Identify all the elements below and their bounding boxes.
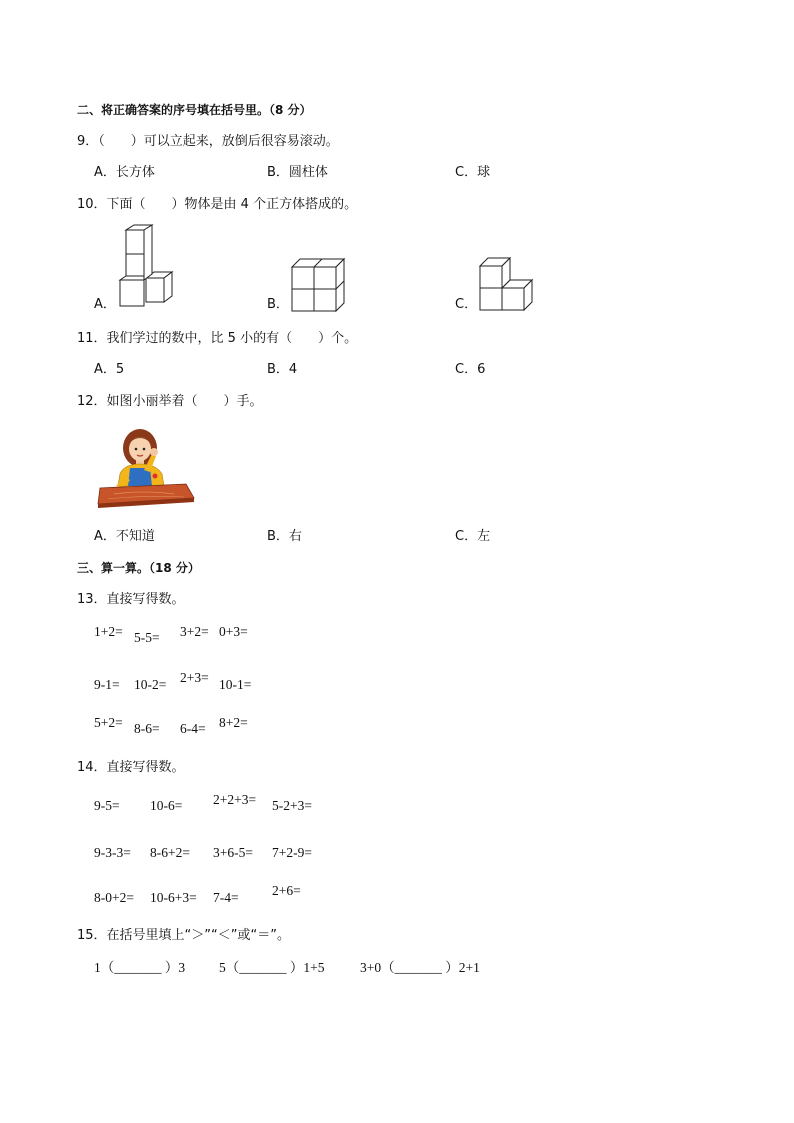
question-11-option-c[interactable]: C．6 xyxy=(455,362,486,377)
arithmetic-item[interactable]: 8+2= xyxy=(219,715,248,730)
question-13-stem: 13．直接写得数。 xyxy=(77,592,185,607)
cube-figure-c xyxy=(476,254,536,312)
arithmetic-item[interactable]: 10-1= xyxy=(219,677,252,692)
question-10-option-a[interactable]: A． xyxy=(94,297,116,312)
question-10-option-c[interactable]: C． xyxy=(455,297,478,312)
arithmetic-item[interactable]: 1+2= xyxy=(94,624,123,639)
question-12-stem: 12．如图小丽举着（ ）手。 xyxy=(77,394,263,409)
arithmetic-item[interactable]: 3+2= xyxy=(180,624,209,639)
arithmetic-item[interactable]: 10-6+3= xyxy=(150,890,197,905)
arithmetic-item[interactable]: 8-6+2= xyxy=(150,845,190,860)
arithmetic-item[interactable]: 10-6= xyxy=(150,798,183,813)
arithmetic-item[interactable]: 9-5= xyxy=(94,798,120,813)
comparison-item[interactable]: 5（_______ ）1+5 xyxy=(219,960,325,975)
arithmetic-item[interactable]: 2+6= xyxy=(272,883,301,898)
question-11-stem: 11．我们学过的数中，比 5 小的有（ ）个。 xyxy=(77,331,358,346)
question-9-stem: 9．（ ）可以立起来，放倒后很容易滚动。 xyxy=(77,134,339,149)
question-9-option-b[interactable]: B．圆柱体 xyxy=(267,165,328,180)
question-11-option-b[interactable]: B．4 xyxy=(267,362,298,377)
arithmetic-item[interactable]: 7+2-9= xyxy=(272,845,312,860)
arithmetic-item[interactable]: 7-4= xyxy=(213,890,239,905)
arithmetic-item[interactable]: 3+6-5= xyxy=(213,845,253,860)
arithmetic-item[interactable]: 10-2= xyxy=(134,677,167,692)
cube-figure-b xyxy=(288,255,348,313)
arithmetic-item[interactable]: 5-5= xyxy=(134,630,160,645)
comparison-item[interactable]: 1（_______ ）3 xyxy=(94,960,186,975)
arithmetic-item[interactable]: 9-1= xyxy=(94,677,120,692)
arithmetic-item[interactable]: 6-4= xyxy=(180,721,206,736)
question-10-option-b[interactable]: B． xyxy=(267,297,289,312)
section-2-title: 二、将正确答案的序号填在括号里。（8 分） xyxy=(77,103,312,117)
question-12-option-c[interactable]: C．左 xyxy=(455,529,491,544)
arithmetic-item[interactable]: 2+2+3= xyxy=(213,792,257,807)
question-12-option-b[interactable]: B．右 xyxy=(267,529,302,544)
question-14-stem: 14．直接写得数。 xyxy=(77,760,185,775)
arithmetic-item[interactable]: 8-0+2= xyxy=(94,890,134,905)
arithmetic-item[interactable]: 9-3-3= xyxy=(94,845,131,860)
arithmetic-item[interactable]: 2+3= xyxy=(180,670,209,685)
arithmetic-item[interactable]: 0+3= xyxy=(219,624,248,639)
question-10-stem: 10．下面（ ）物体是由 4 个正方体搭成的。 xyxy=(77,197,358,212)
arithmetic-item[interactable]: 5+2= xyxy=(94,715,123,730)
question-9-option-c[interactable]: C．球 xyxy=(455,165,491,180)
question-9-option-a[interactable]: A．长方体 xyxy=(94,165,155,180)
arithmetic-item[interactable]: 5-2+3= xyxy=(272,798,312,813)
question-12-option-a[interactable]: A．不知道 xyxy=(94,529,155,544)
comparison-item[interactable]: 3+0（_______ ）2+1 xyxy=(360,960,480,975)
girl-raising-hand-illustration xyxy=(94,424,198,512)
question-11-option-a[interactable]: A．5 xyxy=(94,362,125,377)
question-15-stem: 15．在括号里填上“＞”“＜”或“＝”。 xyxy=(77,928,290,943)
section-3-title: 三、算一算。（18 分） xyxy=(77,561,200,575)
arithmetic-item[interactable]: 8-6= xyxy=(134,721,160,736)
cube-figure-a xyxy=(110,224,182,312)
